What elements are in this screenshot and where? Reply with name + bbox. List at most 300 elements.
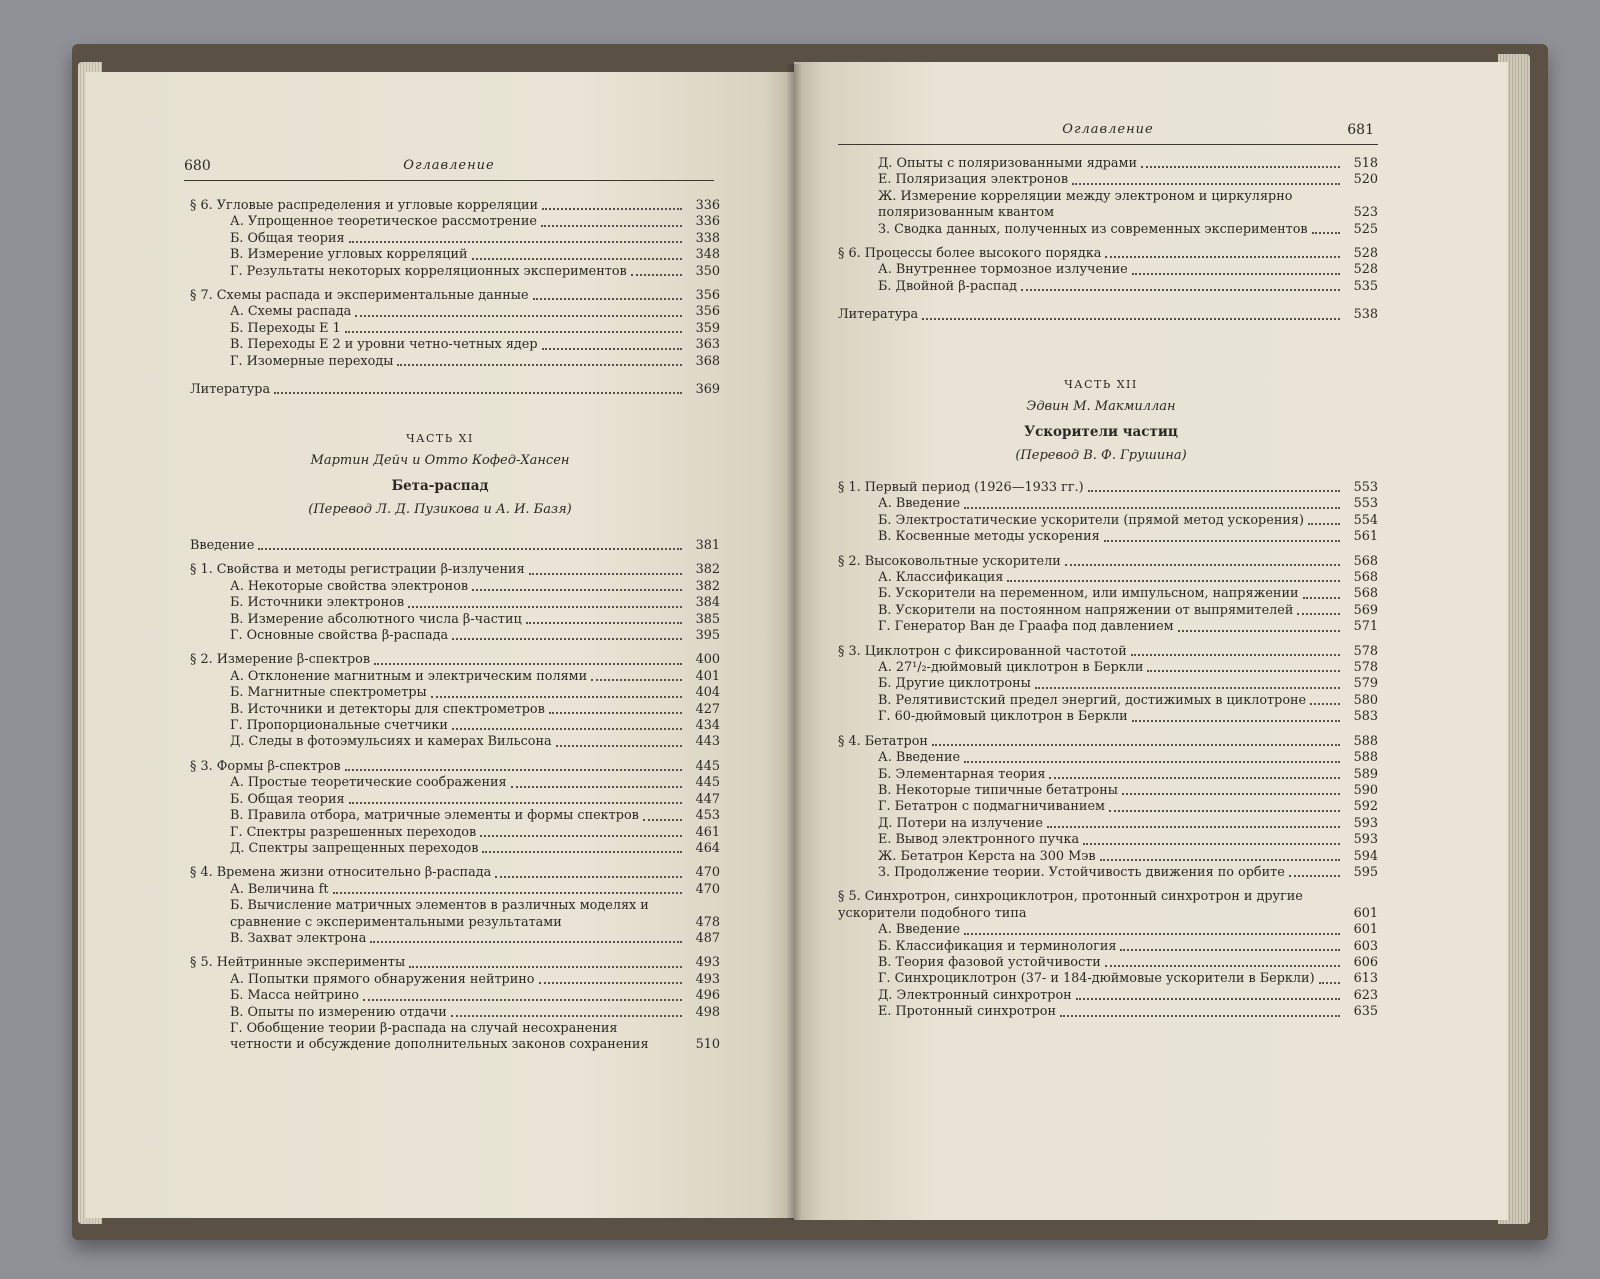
- toc-entry-page: 461: [695, 824, 720, 840]
- dot-leader: [1047, 826, 1340, 828]
- dot-leader: [1007, 580, 1340, 582]
- part-label: ЧАСТЬ XII: [1064, 378, 1138, 391]
- toc-entry: [838, 799, 1378, 815]
- part-title: Ускорители частиц: [1024, 424, 1178, 440]
- toc-entry: [190, 198, 720, 214]
- dot-leader: [1147, 670, 1340, 672]
- toc-entry-page: 510: [695, 1037, 720, 1053]
- toc-entry: [190, 595, 720, 611]
- toc-entry-page: 382: [695, 578, 720, 594]
- toc-entry: [190, 825, 720, 841]
- dot-leader: [1319, 982, 1340, 984]
- dot-leader: [345, 769, 682, 771]
- dot-leader: [452, 728, 682, 730]
- toc-entry-title: А. Отклонение магнитным и электрическим полями: [230, 668, 588, 684]
- toc-entry: [838, 1004, 1378, 1020]
- left-page: [86, 72, 794, 1218]
- toc-entry-title: З. Продолжение теории. Устойчивость движения по орбите: [878, 864, 1285, 880]
- dot-leader: [1105, 256, 1340, 258]
- toc-entry-title: § 6. Угловые распределения и угловые корреляции: [190, 198, 539, 213]
- toc-entry-title: Д. Потери на излучение: [878, 815, 1043, 831]
- dot-leader: [1310, 703, 1340, 705]
- toc-entry-title: Б. Общая теория: [230, 230, 345, 246]
- toc-entry-page: 445: [695, 758, 720, 774]
- dot-leader: [349, 241, 682, 243]
- toc-entry-title: Б. Двойной β-распад: [878, 278, 1017, 294]
- dot-leader: [964, 507, 1340, 509]
- dot-leader: [1178, 630, 1340, 632]
- toc-entry: [190, 955, 720, 971]
- toc-entry-title: § 1. Первый период (1926—1933 гг.): [838, 480, 1084, 495]
- part-translation: (Перевод Л. Д. Пузикова и А. И. Базя): [308, 502, 572, 517]
- dot-leader: [556, 745, 682, 747]
- dot-leader: [409, 966, 682, 968]
- toc-entry-title: В. Измерение абсолютного числа β-частиц: [230, 611, 522, 627]
- toc-entry-page: 401: [695, 668, 720, 684]
- dot-leader: [370, 941, 682, 943]
- dot-leader: [1132, 720, 1340, 722]
- toc-entry: [190, 579, 720, 595]
- toc-entry: [838, 480, 1378, 496]
- toc-entry: [190, 214, 720, 230]
- toc-entry-page: 580: [1353, 692, 1378, 708]
- toc-entry-title: В. Ускорители на постоянном напряжении от выпрямителей: [878, 602, 1294, 618]
- running-title: Оглавление: [1062, 122, 1154, 137]
- toc-entry: [838, 570, 1378, 586]
- toc-entry: [838, 988, 1378, 1004]
- toc-entry: [190, 1005, 720, 1021]
- toc-entry-page: 554: [1353, 512, 1378, 528]
- toc-entry-page: 350: [695, 263, 720, 279]
- dot-leader: [349, 802, 682, 804]
- toc-entry: [190, 988, 720, 1004]
- dot-leader: [1035, 687, 1340, 689]
- toc-entry: [838, 676, 1378, 692]
- toc-entry-title: § 3. Формы β-спектров: [190, 758, 341, 774]
- toc-entry-title: А. Некоторые свойства электронов: [230, 578, 469, 594]
- dot-leader: [451, 1015, 682, 1017]
- toc-entry-page: 613: [1353, 971, 1378, 987]
- toc-entry-title: Литература: [838, 307, 919, 323]
- dot-leader: [408, 606, 682, 608]
- toc-entry-page: 520: [1353, 172, 1378, 188]
- toc-entry-page: 590: [1353, 782, 1378, 798]
- toc-entry: [190, 808, 720, 824]
- dot-leader: [1289, 875, 1340, 877]
- toc-entry: [838, 246, 1378, 262]
- dot-leader: [1076, 998, 1340, 1000]
- toc-entry: [190, 759, 720, 775]
- toc-entry: [190, 354, 720, 370]
- dot-leader: [542, 348, 682, 350]
- toc-entry-title: § 6. Процессы более высокого порядка: [838, 246, 1102, 262]
- dot-leader: [1109, 810, 1340, 812]
- toc-entry-title: Б. Классификация и терминология: [878, 938, 1117, 954]
- toc-entry-page: 538: [1353, 307, 1378, 323]
- dot-leader: [431, 696, 682, 698]
- toc-entry-title: В. Некоторые типичные бетатроны: [878, 782, 1118, 798]
- toc-entry: [190, 865, 720, 881]
- toc-entry: [190, 538, 720, 554]
- toc-entry: [190, 628, 720, 644]
- toc-entry-page: 569: [1353, 602, 1378, 618]
- dot-leader: [472, 258, 682, 260]
- page-number: 680: [184, 158, 211, 174]
- dot-leader: [355, 315, 682, 317]
- dot-leader: [964, 933, 1340, 935]
- toc-entry-page: 348: [695, 247, 720, 263]
- toc-entry-title: А. 27¹/₂-дюймовый циклотрон в Беркли: [878, 660, 1144, 676]
- toc-entry: [190, 247, 720, 263]
- toc-entry-page: 369: [695, 382, 720, 398]
- dot-leader: [631, 274, 682, 276]
- toc-entry: [190, 321, 720, 337]
- dot-leader: [591, 679, 682, 681]
- dot-leader: [472, 589, 682, 591]
- toc-entry: [190, 898, 720, 931]
- toc-entry-page: 464: [695, 840, 720, 856]
- toc-entry-page: 571: [1353, 619, 1378, 635]
- toc-entry: [838, 734, 1378, 750]
- toc-entry-title: А. Схемы распада: [230, 304, 352, 320]
- toc-entry: [190, 972, 720, 988]
- dot-leader: [643, 819, 682, 821]
- toc-entry-title: Д. Опыты с поляризованными ядрами: [878, 156, 1138, 171]
- toc-entry: [190, 931, 720, 947]
- dot-leader: [1303, 597, 1341, 599]
- toc-entry-page: 359: [695, 320, 720, 336]
- dot-leader: [1072, 183, 1340, 185]
- part-authors: Эдвин М. Макмиллан: [1026, 399, 1176, 414]
- toc-entry: [838, 922, 1378, 938]
- toc-entry-page: 593: [1353, 815, 1378, 831]
- dot-leader: [511, 786, 682, 788]
- toc-entry-title: А. Попытки прямого обнаружения нейтрино: [230, 971, 535, 987]
- toc-entry: [190, 1021, 720, 1054]
- toc-entry: [838, 529, 1378, 545]
- toc-entry-page: 601: [1353, 905, 1378, 921]
- toc-entry-page: 578: [1353, 643, 1378, 659]
- toc-entry-title: А. Введение: [878, 922, 961, 938]
- toc-block: [190, 190, 720, 398]
- toc-entry-title: А. Классификация: [878, 570, 1004, 586]
- toc-entry-page: 470: [695, 881, 720, 897]
- toc-entry: [838, 955, 1378, 971]
- dot-leader: [482, 851, 682, 853]
- toc-entry-title: В. Измерение угловых корреляций: [230, 247, 468, 263]
- dot-leader: [529, 573, 682, 575]
- toc-entry-page: 578: [1353, 660, 1378, 676]
- part-title: Бета-распад: [391, 478, 489, 494]
- toc-entry-page: 568: [1353, 553, 1378, 569]
- toc-entry-page: 385: [695, 611, 720, 627]
- toc-entry-page: 553: [1353, 480, 1378, 495]
- dot-leader: [345, 331, 682, 333]
- toc-entry-page: 498: [695, 1004, 720, 1020]
- toc-entry: [190, 792, 720, 808]
- toc-entry-page: 589: [1353, 766, 1378, 782]
- toc-entry-page: 368: [695, 353, 720, 369]
- toc-entry-title: Г. Обобщение теории β-распада на случай несохранения четности и обсуждение дополнительных законов сохранения: [230, 1020, 649, 1053]
- toc-entry-title: Г. Основные свойства β-распада: [230, 628, 449, 644]
- toc-entry: [190, 669, 720, 685]
- toc-entry-page: 336: [695, 198, 720, 213]
- dot-leader: [333, 892, 682, 894]
- toc-entry-title: § 3. Циклотрон с фиксированной частотой: [838, 643, 1127, 659]
- toc-entry: [838, 189, 1378, 222]
- toc-entry-title: А. Упрощенное теоретическое рассмотрение: [230, 214, 537, 230]
- toc-entry-page: 382: [695, 562, 720, 578]
- dot-leader: [1141, 166, 1340, 168]
- toc-entry-title: В. Правила отбора, матричные элементы и формы спектров: [230, 808, 639, 824]
- dot-leader: [542, 208, 682, 210]
- toc-entry-title: Б. Вычисление матричных элементов в различных моделях и сравнение с экспериментальными результатами: [230, 898, 649, 930]
- dot-leader: [1104, 540, 1340, 542]
- toc-entry-page: 445: [695, 775, 720, 791]
- toc-entry-title: Б. Масса нейтрино: [230, 988, 359, 1004]
- toc-entry: [190, 718, 720, 734]
- toc-entry-page: 363: [695, 337, 720, 353]
- toc-entry: [838, 832, 1378, 848]
- toc-entry-page: 400: [695, 652, 720, 668]
- dot-leader: [1021, 289, 1340, 291]
- dot-leader: [374, 663, 682, 665]
- toc-entry: [838, 586, 1378, 602]
- toc-entry-page: 404: [695, 685, 720, 701]
- dot-leader: [1308, 523, 1340, 525]
- toc-entry-title: Г. Пропорциональные счетчики: [230, 718, 448, 734]
- toc-entry-title: § 1. Свойства и методы регистрации β-излучения: [190, 562, 525, 578]
- toc-entry-title: В. Косвенные методы ускорения: [878, 529, 1100, 545]
- toc-entry-page: 395: [695, 628, 720, 644]
- toc-entry-title: Б. Электростатические ускорители (прямой метод ускорения): [878, 512, 1304, 528]
- running-title: Оглавление: [403, 158, 495, 173]
- toc-entry-page: 443: [695, 734, 720, 750]
- toc-entry: [190, 562, 720, 578]
- toc-entry-page: 338: [695, 230, 720, 246]
- toc-entry-title: Введение: [190, 538, 255, 553]
- toc-entry-page: 583: [1353, 709, 1378, 725]
- dot-leader: [1049, 777, 1340, 779]
- toc-entry-title: Г. Изомерные переходы: [230, 353, 394, 369]
- toc-entry: [838, 603, 1378, 619]
- toc-entry-title: Г. Бетатрон с подмагничиванием: [878, 799, 1105, 815]
- toc-entry-title: Литература: [190, 382, 271, 398]
- part-heading: [794, 378, 1458, 463]
- toc-entry-page: 525: [1353, 221, 1378, 237]
- toc-entry-page: 453: [695, 808, 720, 824]
- toc-entry: [838, 865, 1378, 881]
- dot-leader: [1122, 793, 1340, 795]
- toc-entry-title: § 2. Измерение β-спектров: [190, 652, 371, 668]
- toc-entry: [838, 554, 1378, 570]
- toc-block: [838, 156, 1378, 324]
- toc-entry-page: 635: [1353, 1004, 1378, 1020]
- part-label: ЧАСТЬ XI: [406, 432, 474, 445]
- toc-entry: [838, 750, 1378, 766]
- toc-entry-title: Ж. Бетатрон Керста на 300 Мэв: [878, 848, 1096, 864]
- toc-entry-title: § 4. Времена жизни относительно β-распада: [190, 865, 492, 881]
- dot-leader: [1100, 859, 1340, 861]
- toc-entry-title: А. Простые теоретические соображения: [230, 775, 507, 791]
- dot-leader: [964, 761, 1340, 763]
- book-gutter: [786, 64, 802, 1220]
- toc-entry-page: 595: [1353, 864, 1378, 880]
- toc-entry: [838, 660, 1378, 676]
- toc-entry: [838, 889, 1378, 922]
- toc-entry-page: 336: [695, 214, 720, 230]
- toc-entry: [190, 612, 720, 628]
- toc-entry: [838, 849, 1378, 865]
- toc-entry: [838, 709, 1378, 725]
- dot-leader: [1132, 273, 1340, 275]
- toc-entry-page: 447: [695, 791, 720, 807]
- toc-entry: [190, 337, 720, 353]
- toc-entry-title: Г. Результаты некоторых корреляционных экспериментов: [230, 263, 627, 279]
- right-page-header: [838, 122, 1378, 145]
- toc-entry-page: 523: [1353, 205, 1378, 221]
- dot-leader: [1088, 490, 1340, 492]
- toc-entry-page: 593: [1353, 832, 1378, 848]
- toc-entry: [838, 783, 1378, 799]
- dot-leader: [932, 744, 1340, 746]
- dot-leader: [526, 622, 682, 624]
- toc-entry: [838, 971, 1378, 987]
- toc-entry-title: § 5. Синхротрон, синхроциклотрон, протонный синхротрон и другие ускорители подобного типа: [838, 889, 1303, 921]
- dot-leader: [397, 364, 682, 366]
- toc-entry-title: § 2. Высоковольтные ускорители: [838, 553, 1061, 569]
- dot-leader: [541, 225, 682, 227]
- toc-entry: [190, 231, 720, 247]
- toc-entry-page: 579: [1353, 676, 1378, 692]
- toc-entry-title: Е. Поляризация электронов: [878, 172, 1069, 188]
- toc-entry: [838, 156, 1378, 172]
- toc-entry: [190, 775, 720, 791]
- toc-entry-title: Г. Генератор Ван де Граафа под давлением: [878, 619, 1174, 635]
- toc-entry-page: 606: [1353, 954, 1378, 970]
- part-authors: Мартин Дейч и Отто Кофед-Хансен: [310, 453, 570, 468]
- dot-leader: [452, 638, 682, 640]
- toc-entry: [838, 496, 1378, 512]
- toc-entry-page: 478: [695, 914, 720, 930]
- toc-entry: [190, 702, 720, 718]
- toc-entry-title: Д. Электронный синхротрон: [878, 987, 1072, 1003]
- toc-entry-page: 592: [1353, 799, 1378, 815]
- toc-entry-title: Г. Спектры разрешенных переходов: [230, 824, 477, 840]
- left-page-header: [184, 158, 714, 181]
- toc-entry-title: А. Величина ft: [230, 881, 329, 897]
- toc-entry: [190, 288, 720, 304]
- toc-entry: [838, 816, 1378, 832]
- dot-leader: [480, 835, 682, 837]
- toc-entry-title: В. Опыты по измерению отдачи: [230, 1004, 447, 1020]
- toc-entry-title: Б. Переходы E 1: [230, 320, 341, 336]
- toc-entry: [838, 767, 1378, 783]
- dot-leader: [1131, 654, 1340, 656]
- toc-entry: [190, 685, 720, 701]
- toc-entry-title: Б. Ускорители на переменном, или импульсном, напряжении: [878, 586, 1299, 602]
- toc-entry: [190, 382, 720, 398]
- toc-entry-page: 553: [1353, 496, 1378, 512]
- toc-entry-title: § 7. Схемы распада и экспериментальные данные: [190, 288, 529, 304]
- dot-leader: [539, 982, 682, 984]
- toc-entry-page: 384: [695, 595, 720, 611]
- toc-entry-page: 588: [1353, 733, 1378, 749]
- toc-entry-title: А. Введение: [878, 496, 961, 512]
- toc-entry-page: 623: [1353, 987, 1378, 1003]
- toc-entry: [838, 222, 1378, 238]
- toc-entry-title: В. Источники и детекторы для спектрометров: [230, 701, 545, 717]
- toc-entry: [190, 841, 720, 857]
- toc-entry-page: 496: [695, 988, 720, 1004]
- toc-entry-title: Б. Другие циклотроны: [878, 676, 1031, 692]
- toc-entry-page: 493: [695, 971, 720, 987]
- toc-entry-title: Ж. Измерение корреляции между электроном и циркулярно поляризованным квантом: [878, 188, 1293, 221]
- dot-leader: [1060, 1015, 1340, 1017]
- toc-entry-page: 535: [1353, 278, 1378, 294]
- toc-entry-page: 356: [695, 288, 720, 304]
- toc-entry-page: 470: [695, 865, 720, 881]
- toc-entry-page: 493: [695, 955, 720, 971]
- page-number: 681: [1347, 122, 1374, 138]
- toc-entry-title: В. Релятивистский предел энергий, достижимых в циклотроне: [878, 692, 1307, 708]
- toc-entry-title: § 4. Бетатрон: [838, 733, 928, 749]
- toc-entry-page: 427: [695, 701, 720, 717]
- toc-entry-title: § 5. Нейтринные эксперименты: [190, 955, 406, 971]
- toc-entry-title: Е. Вывод электронного пучка: [878, 832, 1080, 848]
- toc-entry: [838, 279, 1378, 295]
- dot-leader: [363, 999, 682, 1001]
- toc-entry: [838, 619, 1378, 635]
- toc-entry-title: В. Захват электрона: [230, 930, 367, 946]
- toc-entry-page: 487: [695, 930, 720, 946]
- right-page: [794, 62, 1508, 1220]
- toc-entry: [190, 652, 720, 668]
- dot-leader: [1105, 965, 1340, 967]
- toc-entry: [838, 307, 1378, 323]
- toc-entry-page: 594: [1353, 848, 1378, 864]
- toc-entry-title: Б. Магнитные спектрометры: [230, 685, 427, 701]
- dot-leader: [258, 548, 682, 550]
- toc-entry-title: Г. 60-дюймовый циклотрон в Беркли: [878, 709, 1128, 725]
- toc-entry-page: 603: [1353, 938, 1378, 954]
- toc-block: [838, 472, 1378, 1021]
- toc-entry: [190, 734, 720, 750]
- toc-entry: [190, 882, 720, 898]
- toc-entry: [190, 264, 720, 280]
- toc-entry-title: Б. Источники электронов: [230, 595, 405, 611]
- dot-leader: [1120, 949, 1340, 951]
- toc-entry-page: 561: [1353, 529, 1378, 545]
- dot-leader: [1065, 564, 1340, 566]
- toc-entry: [838, 644, 1378, 660]
- toc-entry: [838, 693, 1378, 709]
- part-translation: (Перевод В. Ф. Грушина): [1015, 448, 1187, 463]
- toc-entry: [838, 262, 1378, 278]
- part-heading: [86, 432, 794, 517]
- dot-leader: [274, 392, 682, 394]
- toc-entry: [190, 304, 720, 320]
- dot-leader: [1312, 232, 1340, 234]
- toc-entry-title: А. Введение: [878, 750, 961, 766]
- toc-entry: [838, 513, 1378, 529]
- toc-entry-title: А. Внутреннее тормозное излучение: [878, 262, 1128, 278]
- toc-entry: [838, 172, 1378, 188]
- toc-entry-title: З. Сводка данных, полученных из современных экспериментов: [878, 221, 1308, 237]
- toc-entry-title: Г. Синхроциклотрон (37- и 184-дюймовые ускорители в Беркли): [878, 971, 1315, 987]
- toc-entry: [838, 939, 1378, 955]
- toc-entry-page: 568: [1353, 586, 1378, 602]
